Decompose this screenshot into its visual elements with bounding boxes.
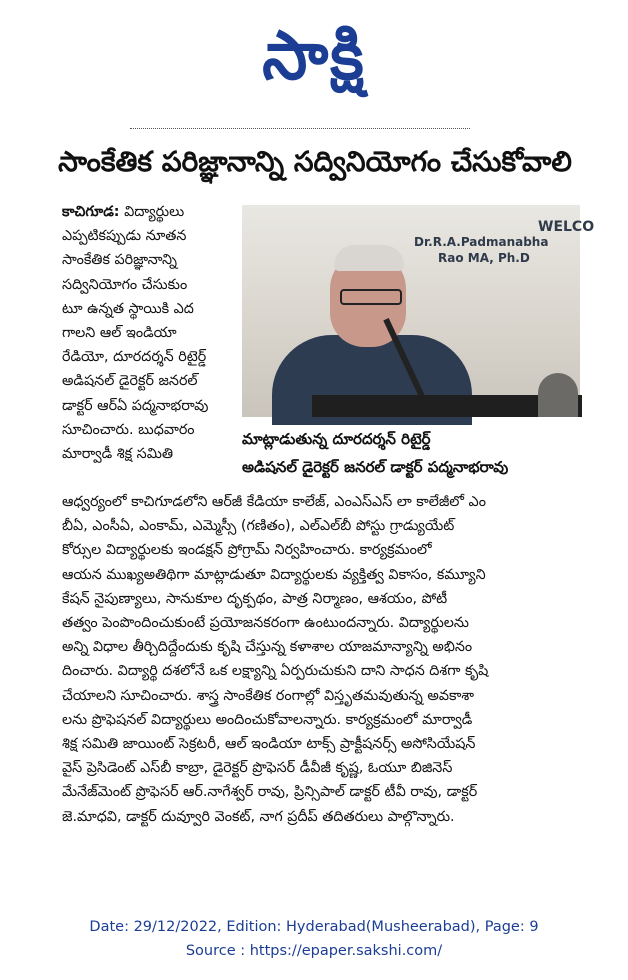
article-full-width-text (62, 490, 582, 829)
article-line: సద్వినియోగం చేసుకుం (62, 276, 188, 293)
article-line: అన్ని విధాల తీర్చిదిద్దేందుకు కృషి చేస్తున్న కళాశాల యాజమాన్యాన్ని అభినం (62, 639, 473, 656)
article-left-column (62, 200, 234, 466)
article-line: రేడియో, దూరదర్శన్‌ రిటైర్డ్‌ (62, 349, 207, 366)
caption-line-1: మాట్లాడుతున్న దూరదర్శన్‌ రిటైర్డ్‌ (242, 430, 431, 448)
source-footer (0, 915, 628, 963)
article-line-1 (62, 200, 234, 224)
photo-caption (242, 425, 582, 481)
article-line: జె.మాధవి, డాక్టర్‌ దువ్వూరి వెంకట్‌, నాగ ప్రదీప్‌ తదితరులు పాల్గొన్నారు. (62, 808, 455, 825)
top-divider (130, 128, 470, 139)
article-line: సూచించారు. బుధవారం (62, 421, 195, 438)
banner-name: Dr.R.A.Padmanabha (414, 235, 549, 249)
audience-person (538, 373, 578, 417)
article-line: మార్వాడీ శిక్ష సమితి (62, 446, 173, 463)
article-line: కోర్సుల విద్యార్థులకు ఇండక్షన్‌ ప్రోగ్రామ్‌ నిర్వహించారు. కార్యక్రమంలో (62, 542, 432, 559)
article-line: డాక్టర్‌ ఆర్‌ఏ పద్మనాభరావు (62, 397, 209, 414)
edition-info: Date: 29/12/2022, Edition: Hyderabad(Musheerabad), Page: 9 (89, 919, 539, 935)
caption-line-2: అడిషనల్‌ డైరెక్టర్‌ జనరల్‌ డాక్టర్‌ పద్మనాభరావు (242, 458, 509, 476)
article-line: గాలని ఆల్‌ ఇండియా (62, 325, 177, 342)
banner-welcome: WELCO (538, 219, 595, 235)
source-link[interactable]: Source : https://epaper.sakshi.com/ (185, 943, 443, 959)
article-line: లను ప్రొఫెషనల్‌ విద్యార్థులు అందించుకోవాలన్నారు. కార్యక్రమంలో మార్వాడీ (62, 711, 473, 728)
article-line-1-text: విద్యార్థులు (119, 204, 185, 220)
article-line: టూ ఉన్నత స్థాయికి ఎద (62, 300, 194, 317)
article-line: కేషన్‌ నైపుణ్యాలు, సానుకూల దృక్పథం, పాత్ర నిర్మాణం, ఆశయం, పోటీ (62, 590, 448, 607)
article-line: దించారు. విద్యార్థి దశలోనే ఒక లక్ష్యాన్ని ఏర్పరుచుకుని దాని సాధన దిశగా కృషి (62, 663, 489, 680)
article-line: ఆధ్వర్యంలో కాచిగూడలోని ఆర్‌జీ కేడియా కాలేజ్‌, ఎంఎస్‌ఎస్‌ లా కాలేజీలో ఎం (62, 494, 486, 510)
masthead (0, 0, 628, 128)
article-line: బీఏ, ఎంసీఏ, ఎంకామ్‌, ఎమ్మెస్సీ (గణితం), ఎల్‌ఎల్‌బీ పోస్టు గ్రాడ్యుయేట్‌ (62, 518, 455, 535)
article-line: ఆయన ముఖ్యఅతిథిగా మాట్లాడుతూ విద్యార్థులకు వ్యక్తిత్వ వికాసం, కమ్యూని (62, 566, 486, 583)
article-line: మేనేజ్‌మెంట్‌ ప్రొఫెసర్‌ ఆర్‌.నాగేశ్వర్‌ రావు, ప్రిన్సిపాల్‌ డాక్టర్‌ టీవీ రావు, డాక్టర్‌ (62, 784, 478, 801)
article-line: వైస్‌ ప్రెసిడెంట్‌ ఎస్‌బీ కాబ్రా, డైరెక్టర్‌ ప్రొఫెసర్‌ డీవీజీ కృష్ణ, ఓయూ బిజినెస్‌ (62, 760, 453, 777)
speaker-glasses (340, 289, 402, 305)
article-photo (242, 205, 595, 417)
article-line: శిక్ష సమితి జాయింట్‌ సెక్రటరీ, ఆల్‌ ఇండియా టాక్స్‌ ప్రాక్టీషనర్స్‌ అసోసియేషన్‌ (62, 736, 476, 753)
banner-degree: Rao MA, Ph.D (438, 251, 530, 265)
dateline: కాచిగూడ: (62, 204, 120, 220)
article-line: అడిషనల్‌ డైరెక్టర్‌ జనరల్‌ (62, 373, 198, 390)
speaker-hair (334, 245, 404, 271)
article-line: తత్వం పెంపొందించుకుంటే ప్రయోజనకరంగా ఉంటుందన్నారు. విద్యార్థులను (62, 615, 469, 632)
article-line: సాంకేతిక పరిజ్ఞానాన్ని (62, 252, 177, 269)
article-headline: సాంకేతిక పరిజ్ఞానాన్ని సద్వినియోగం చేసుకోవాలి (58, 145, 572, 178)
sakshi-logo: సాక్షి (262, 17, 366, 95)
article-line: ఎప్పటికప్పుడు నూతన (62, 228, 187, 245)
article-line: చేయాలని సూచించారు. శాస్త్ర సాంకేతిక రంగాల్లో విస్తృతమవుతున్న అవకాశా (62, 687, 474, 704)
